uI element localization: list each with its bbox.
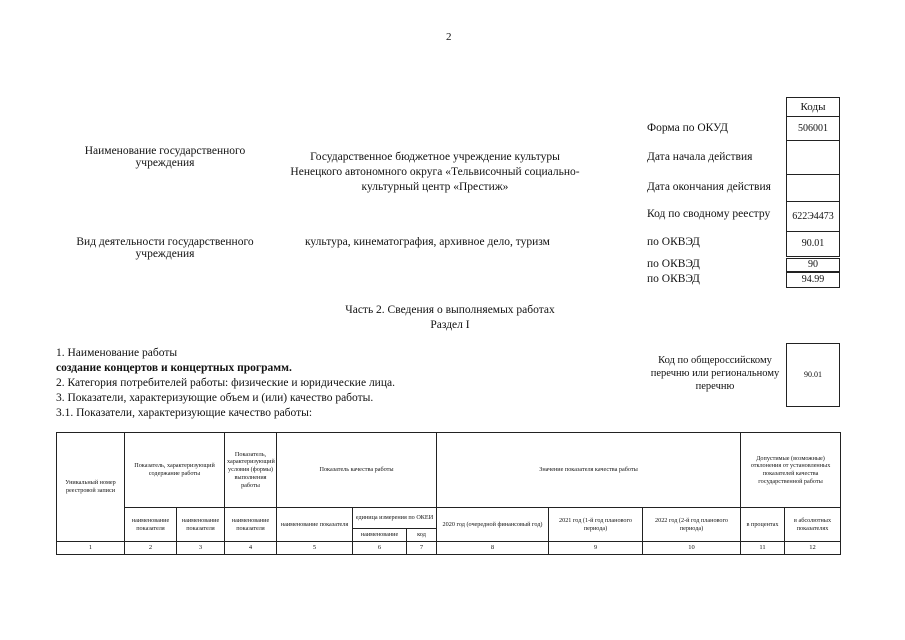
sub-absolute: в абсолютных показателях xyxy=(785,508,841,542)
okved-code-3: 94.99 xyxy=(786,272,840,288)
col-conditions-indicator: Показатель, характеризующий условия (формы) выполнения работы xyxy=(225,433,277,508)
sub-year-2021: 2021 год (1-й год планового периода) xyxy=(549,508,643,542)
col-num: 12 xyxy=(785,542,841,555)
okved-label-1: по ОКВЭД xyxy=(647,236,700,248)
col-num: 11 xyxy=(741,542,785,555)
registry-label: Код по сводному реестру xyxy=(647,208,771,220)
quality-indicators-line: 3.1. Показатели, характеризующие качество работы: xyxy=(56,407,313,419)
sub-unit-name: наименование xyxy=(353,529,407,542)
part-title: Часть 2. Сведения о выполняемых работах xyxy=(345,304,555,316)
end-date-label: Дата окончания действия xyxy=(647,181,771,193)
sub-unit-code: код xyxy=(407,529,437,542)
col-quality-indicator: Показатель качества работы xyxy=(277,433,437,508)
start-date-code xyxy=(786,140,840,176)
col-num: 6 xyxy=(353,542,407,555)
institution-name-label-line1: Наименование государственного xyxy=(84,145,246,157)
end-date-code xyxy=(786,174,840,203)
okved-label-2: по ОКВЭД xyxy=(647,258,700,270)
sub-unit: единица измерения по ОКЕИ xyxy=(353,508,437,529)
sub-percent: в процентах xyxy=(741,508,785,542)
col-unique-number: Уникальный номер реестровой записи xyxy=(57,433,125,542)
okud-label: Форма по ОКУД xyxy=(647,122,728,134)
registry-code-label-line1: Код по общероссийскому xyxy=(658,355,772,366)
sub-name-1: наименование показателя xyxy=(125,508,177,542)
registry-code: 622Э4473 xyxy=(786,201,840,233)
indicators-line: 3. Показатели, характеризующие объем и (или) качество работы. xyxy=(56,392,374,404)
activity-value: культура, кинематография, архивное дело, туризм xyxy=(305,236,550,248)
work-items xyxy=(56,346,395,421)
institution-name xyxy=(270,150,600,195)
col-num: 9 xyxy=(549,542,643,555)
institution-name-label-line2: учреждения xyxy=(135,157,195,169)
registry-code-label-line2: перечню или региональному xyxy=(650,368,780,379)
start-date-label: Дата начала действия xyxy=(647,151,753,163)
okved-code-2: 90 xyxy=(786,258,840,272)
col-num: 5 xyxy=(277,542,353,555)
sub-year-2022: 2022 год (2-й год планового периода) xyxy=(643,508,741,542)
activity-label xyxy=(60,236,270,260)
col-num: 2 xyxy=(125,542,177,555)
institution-name-line2: Ненецкого автономного округа «Тельвисочный социально- xyxy=(290,166,580,178)
col-num: 7 xyxy=(407,542,437,555)
col-num: 10 xyxy=(643,542,741,555)
okved-label-3: по ОКВЭД xyxy=(647,273,700,285)
col-quality-values: Значение показателя качества работы xyxy=(437,433,741,508)
okud-code: 506001 xyxy=(786,116,840,142)
registry-code-label-line3: перечню xyxy=(695,381,735,392)
activity-label-line1: Вид деятельности государственного xyxy=(76,236,254,248)
registry-code-label xyxy=(640,354,790,393)
institution-name-label xyxy=(60,145,270,169)
codes-header: Коды xyxy=(786,97,840,118)
consumer-category: 2. Категория потребителей работы: физические и юридические лица. xyxy=(56,377,395,389)
institution-name-line3: культурный центр «Престиж» xyxy=(361,181,509,193)
col-num: 8 xyxy=(437,542,549,555)
part-title-block xyxy=(300,303,600,333)
column-numbers-row xyxy=(57,542,841,555)
quality-table xyxy=(56,432,841,555)
col-num: 3 xyxy=(177,542,225,555)
work-name-label: 1. Наименование работы xyxy=(56,347,178,359)
col-content-indicator: Показатель, характеризующий содержание работы xyxy=(125,433,225,508)
section-title: Раздел I xyxy=(430,319,470,331)
col-num: 4 xyxy=(225,542,277,555)
page-number: 2 xyxy=(446,31,452,43)
registry-code-value: 90.01 xyxy=(786,343,840,407)
activity-label-line2: учреждения xyxy=(135,248,195,260)
sub-name-2: наименование показателя xyxy=(177,508,225,542)
col-num: 1 xyxy=(57,542,125,555)
okved-code-1: 90.01 xyxy=(786,231,840,257)
institution-name-line1: Государственное бюджетное учреждение культуры xyxy=(310,151,560,163)
sub-name-3: наименование показателя xyxy=(225,508,277,542)
work-name-value: создание концертов и концертных программ. xyxy=(56,362,292,374)
sub-year-2020: 2020 год (очередной финансовый год) xyxy=(437,508,549,542)
sub-quality-name: наименование показателя xyxy=(277,508,353,542)
col-allowed-deviation: Допустимые (возможные) отклонения от установленных показателей качества государственной работы xyxy=(741,433,841,508)
